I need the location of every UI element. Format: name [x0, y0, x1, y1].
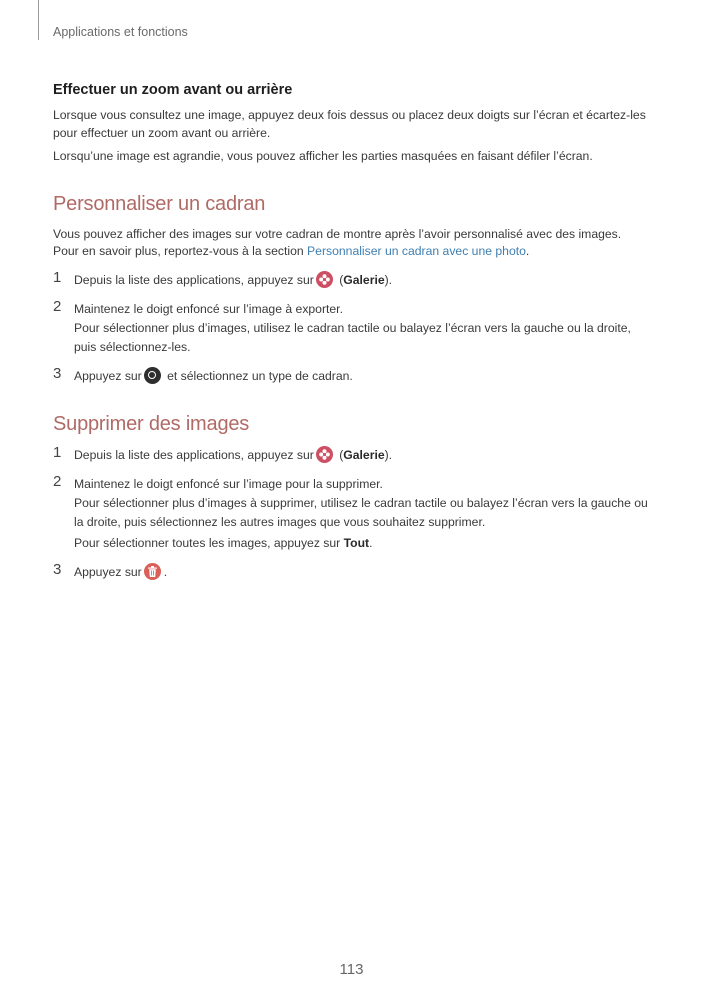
galerie-icon: [316, 271, 333, 288]
step-number: 2: [53, 297, 62, 315]
page-content: [53, 82, 653, 582]
step-number: 3: [53, 364, 62, 382]
galerie-icon: [316, 446, 333, 463]
step-text: Appuyez sur: [74, 368, 142, 383]
header-rule: [38, 0, 39, 40]
supprimer-step-2: [53, 472, 653, 553]
zoom-heading: Effectuer un zoom avant ou arrière: [53, 82, 293, 98]
cadran-section-title: Personnaliser un cadran: [53, 192, 266, 215]
cadran-intro-suffix: .: [525, 244, 530, 258]
step-text: Appuyez sur: [74, 564, 142, 579]
step-text: Maintenez le doigt enfoncé sur l’image à exporter.: [74, 301, 343, 316]
step-number: 1: [53, 443, 62, 461]
tout-label: Tout: [343, 535, 370, 550]
cadran-intro-line1: Vous pouvez afficher des images sur votre cadran de montre après l’avoir personnalisé avec des images.: [53, 226, 622, 241]
galerie-label: Galerie: [343, 447, 385, 462]
step-subtext-2: Pour sélectionner toutes les images, appuyez sur Tout.: [74, 535, 373, 550]
step-number: 1: [53, 268, 62, 286]
watch-face-icon: [144, 367, 161, 384]
step-subtext: Pour sélectionner plus d’images à supprimer, utilisez le cadran tactile ou balayez l’écran vers la gauche ou la droite, puis sélectionnez les autres images que vous souhaitez supprimer.: [74, 495, 648, 529]
step-subtext: Pour sélectionner plus d’images, utilisez le cadran tactile ou balayez l’écran vers la gauche ou la droite, puis sélectionnez-les.: [74, 320, 631, 354]
chapter-header: Applications et fonctions: [53, 25, 188, 39]
step-number: 2: [53, 472, 62, 490]
supprimer-section-title: Supprimer des images: [53, 412, 250, 435]
zoom-paragraph-2: Lorsqu’une image est agrandie, vous pouvez afficher les parties masquées en faisant défiler l’écran.: [53, 149, 593, 163]
cadran-step-2: [53, 297, 653, 357]
step-text: Depuis la liste des applications, appuyez sur: [74, 447, 314, 462]
step-number: 3: [53, 560, 62, 578]
page-number: 113: [339, 961, 364, 978]
cadran-intro-prefix: Pour en savoir plus, reportez-vous à la section: [53, 244, 308, 258]
step-text: Depuis la liste des applications, appuyez sur: [74, 272, 314, 287]
zoom-paragraph-1: Lorsque vous consultez une image, appuyez deux fois dessus ou placez deux doigts sur l’écran et écartez-les pour effectuer un zoom avant ou arrière.: [53, 108, 646, 140]
step-text: Maintenez le doigt enfoncé sur l’image pour la supprimer.: [74, 476, 383, 491]
cadran-step-3: 3 Appuyez sur et sélectionnez un type de cadran.: [53, 364, 353, 383]
supprimer-step-1: 1 Depuis la liste des applications, appuyez sur (Galerie).: [53, 443, 393, 462]
cadran-step-1: 1 Depuis la liste des applications, appuyez sur (Galerie).: [53, 268, 393, 287]
cadran-photo-link[interactable]: Personnaliser un cadran avec une photo: [307, 244, 526, 258]
cadran-intro: [53, 226, 653, 261]
supprimer-step-3: 3 Appuyez sur .: [53, 560, 168, 579]
galerie-label: Galerie: [343, 272, 385, 287]
trash-icon: [144, 563, 161, 580]
